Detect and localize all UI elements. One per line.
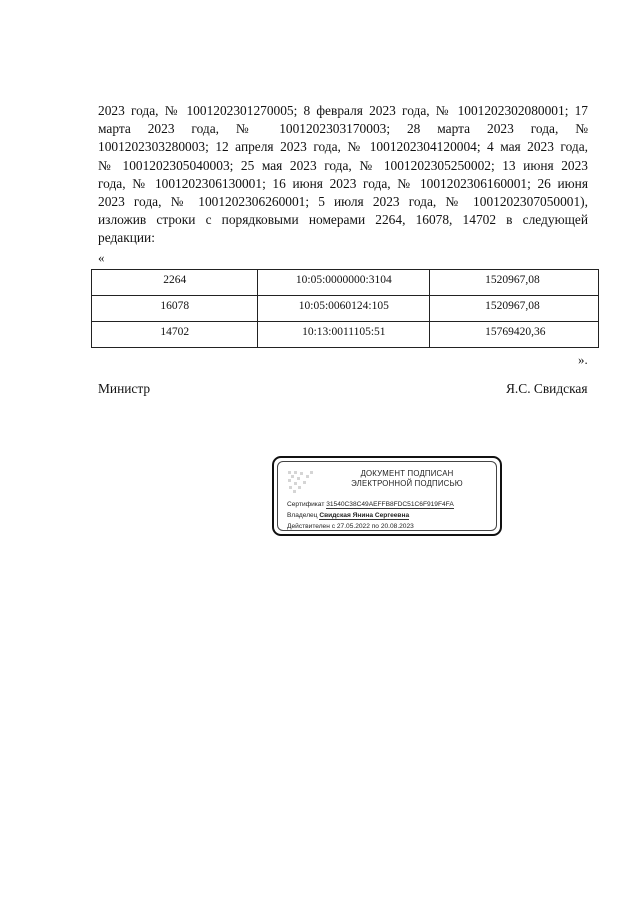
table-cell-cadastral: 10:05:0000000:3104 xyxy=(258,270,430,296)
table-cell-value: 15769420,36 xyxy=(430,322,599,348)
owner-label: Владелец xyxy=(287,512,318,519)
paragraph-line: 2023 года, № 1001202301270005; 8 февраля 2023 года, № 1001202302080001; 17 xyxy=(98,103,588,118)
stamp-validity-line xyxy=(287,523,414,530)
signatory-position: Министр xyxy=(98,381,151,396)
table-cell-number: 2264 xyxy=(92,270,258,296)
paragraph-line: редакции: xyxy=(98,230,155,246)
stamp-inner-border xyxy=(277,461,497,531)
signatory-name: Я.С. Свидская xyxy=(506,381,588,396)
paragraph-line: года, № 1001202306130001; 16 июня 2023 года, № 1001202306160001; 26 июня xyxy=(98,175,588,191)
table-row xyxy=(92,296,599,322)
table-row xyxy=(92,322,599,348)
valid-from-date: 27.05.2022 xyxy=(336,523,370,530)
data-table xyxy=(91,269,599,348)
table-cell-cadastral: 10:13:0011105:51 xyxy=(258,322,430,348)
valid-to-date: 20.08.2023 xyxy=(380,523,414,530)
body-paragraph xyxy=(98,102,588,248)
paragraph-line: 1001202303280003; 12 апреля 2023 года, № 1001202304120004; 4 мая 2023 года, xyxy=(98,139,588,155)
table-cell-number: 16078 xyxy=(92,296,258,322)
table-row xyxy=(92,270,599,296)
electronic-signature-stamp xyxy=(272,456,502,536)
certificate-label: Сертификат xyxy=(287,501,325,508)
paragraph-line: марта 2023 года, № 1001202303170003; 28 марта 2023 года, № xyxy=(98,121,588,137)
owner-value: Свидская Янина Сергеевна xyxy=(319,512,410,519)
paragraph-line: изложив строки с порядковыми номерами 2264, 16078, 14702 в следующей xyxy=(98,212,588,228)
table-cell-value: 1520967,08 xyxy=(430,270,599,296)
paragraph-line: № 1001202305040003; 25 мая 2023 года, № 1001202305250002; 13 июня 2023 xyxy=(98,157,588,173)
certificate-value: 31540C38C49AEFFB8FDC51C6F919F4FA xyxy=(326,501,454,508)
stamp-title-line1: ДОКУМЕНТ ПОДПИСАН xyxy=(360,469,454,478)
stamp-title-line2: ЭЛЕКТРОННОЙ ПОДПИСЬЮ xyxy=(351,479,463,488)
valid-label: Действителен xyxy=(287,523,330,530)
valid-from-label: с xyxy=(331,523,336,530)
paragraph-line: 2023 года, № 1001202306260001; 5 июля 2023 года, № 1001202307050001), xyxy=(98,193,588,209)
stamp-owner-line xyxy=(287,512,409,519)
closing-quote: ». xyxy=(578,352,588,367)
table-cell-value: 1520967,08 xyxy=(430,296,599,322)
valid-to-label: по xyxy=(371,523,379,530)
stamp-certificate-line xyxy=(287,501,454,508)
table-cell-number: 14702 xyxy=(92,322,258,348)
opening-quote: « xyxy=(98,250,105,265)
table-cell-cadastral: 10:05:0060124:105 xyxy=(258,296,430,322)
